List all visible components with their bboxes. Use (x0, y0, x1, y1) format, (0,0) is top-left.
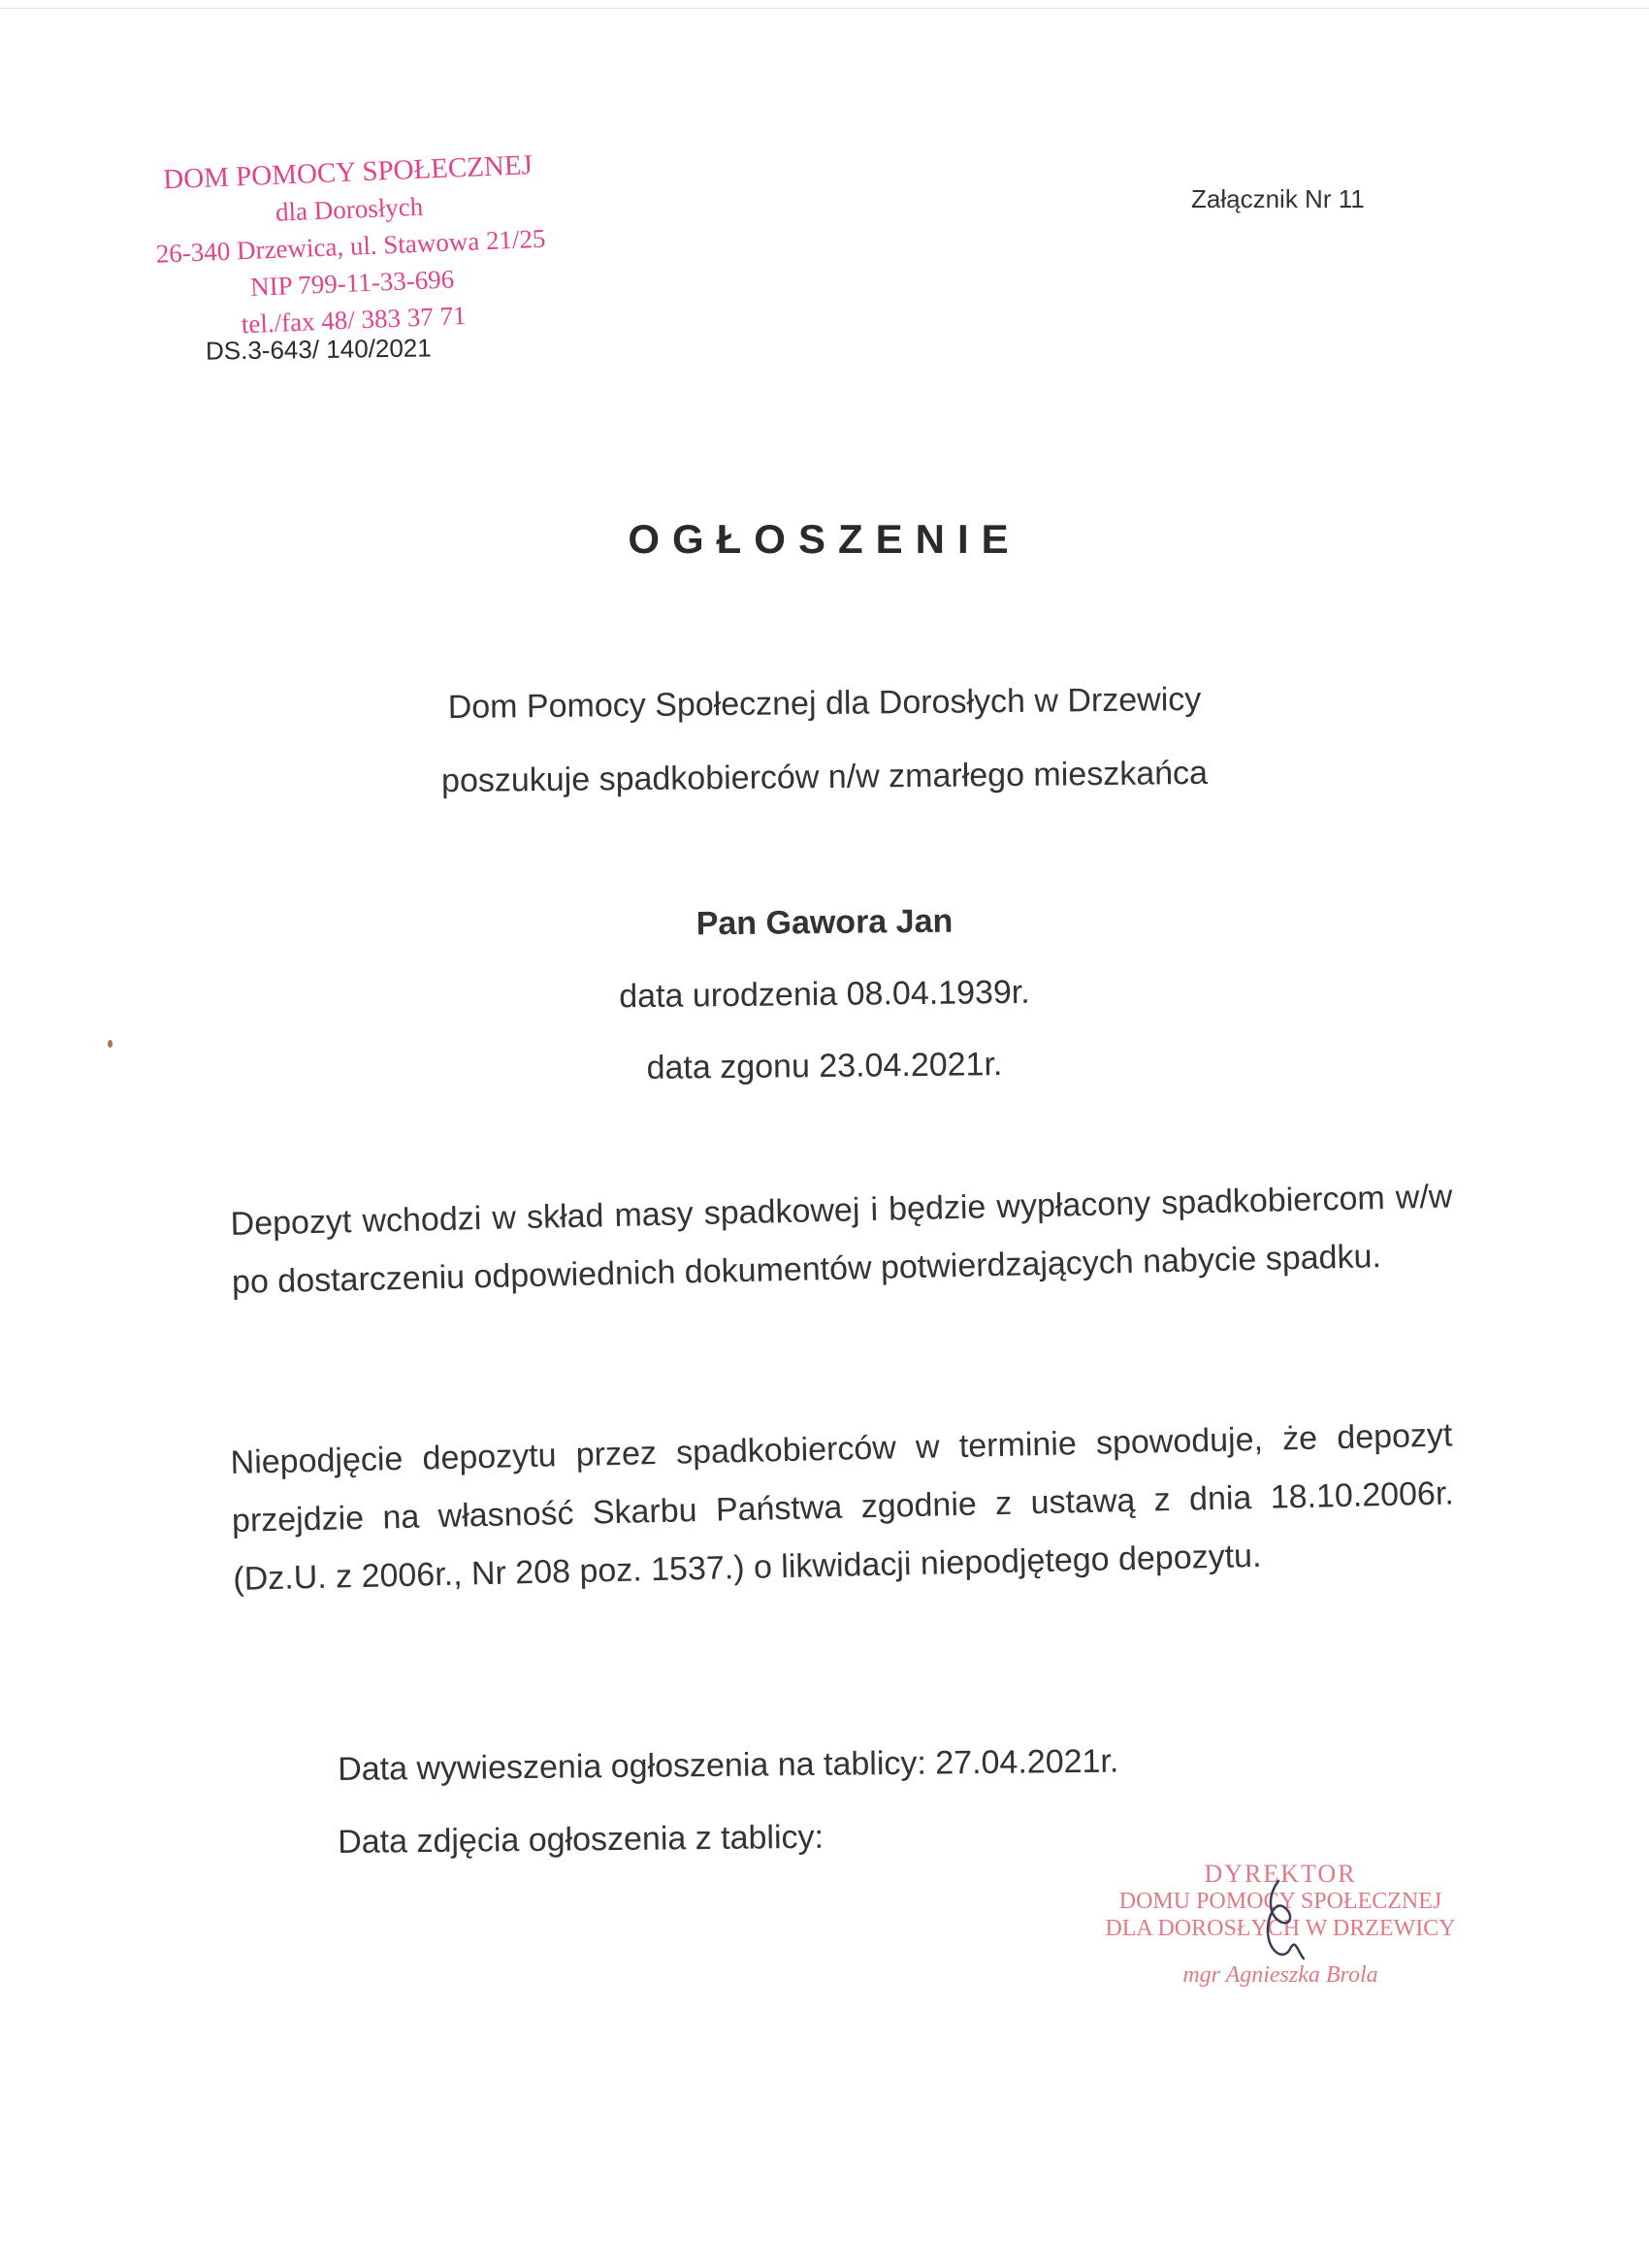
unclaimed-paragraph: Niepodjęcie depozytu przez spadkobierców w terminie spowoduje, że depozyt przejdzie na własność Skarbu Państwa zgodnie z ustawą z dnia 18.10.2006r. (Dz.U. z 2006r., Nr 208 poz. 1537.) o likwidacji niepodjętego depozytu. (230, 1416, 1455, 1598)
stamp-address: 26-340 Drzewica, ul. Stawowa 21/25 (155, 223, 547, 269)
director-stamp-line-1: DOMU POMOCY SPOŁECZNEJ (1118, 1889, 1442, 1914)
director-name: mgr Agnieszka Brola (1182, 1962, 1378, 1988)
institution-stamp (124, 146, 577, 347)
stamp-nip: NIP 799-11-33-696 (249, 264, 455, 302)
birth-date: data urodzenia 08.04.1939r. (619, 973, 1030, 1016)
page-title: OGŁOSZENIE (628, 516, 1021, 562)
deceased-name: Pan Gawora Jan (695, 902, 954, 943)
scan-edge-line (0, 8, 1649, 9)
removed-date: Data zdjęcia ogłoszenia z tablicy: (338, 1818, 824, 1861)
reference-number: DS.3-643/ 140/2021 (205, 333, 432, 366)
posted-date: Data wywieszenia ogłoszenia na tablicy: 27.04.2021r. (338, 1742, 1119, 1788)
annex-label: Załącznik Nr 11 (1191, 184, 1365, 213)
stamp-name: DOM POMOCY SPOŁECZNEJ (162, 149, 534, 196)
director-stamp-line-2: DLA DOROSŁYCH W DRZEWICY (1105, 1916, 1456, 1941)
handwritten-signature (1240, 1877, 1317, 1974)
death-date: data zgonu 23.04.2021r. (646, 1046, 1003, 1086)
intro-line-2: poszukuje spadkobierców n/w zmarłego mieszkańca (440, 754, 1209, 800)
intro-line-1: Dom Pomocy Społecznej dla Dorosłych w Drzewicy (447, 680, 1202, 727)
deposit-paragraph: Depozyt wchodzi w skład masy spadkowej i będzie wypłacony spadkobiercom w/w po dostarczeniu odpowiednich dokumentów potwierdzających nabycie spadku. (230, 1178, 1453, 1301)
stamp-phone: tel./fax 48/ 383 37 71 (241, 300, 468, 340)
director-title: DYREKTOR (1204, 1860, 1357, 1888)
stamp-subtitle: dla Dorosłych (275, 191, 424, 227)
scan-speck (108, 1040, 113, 1048)
